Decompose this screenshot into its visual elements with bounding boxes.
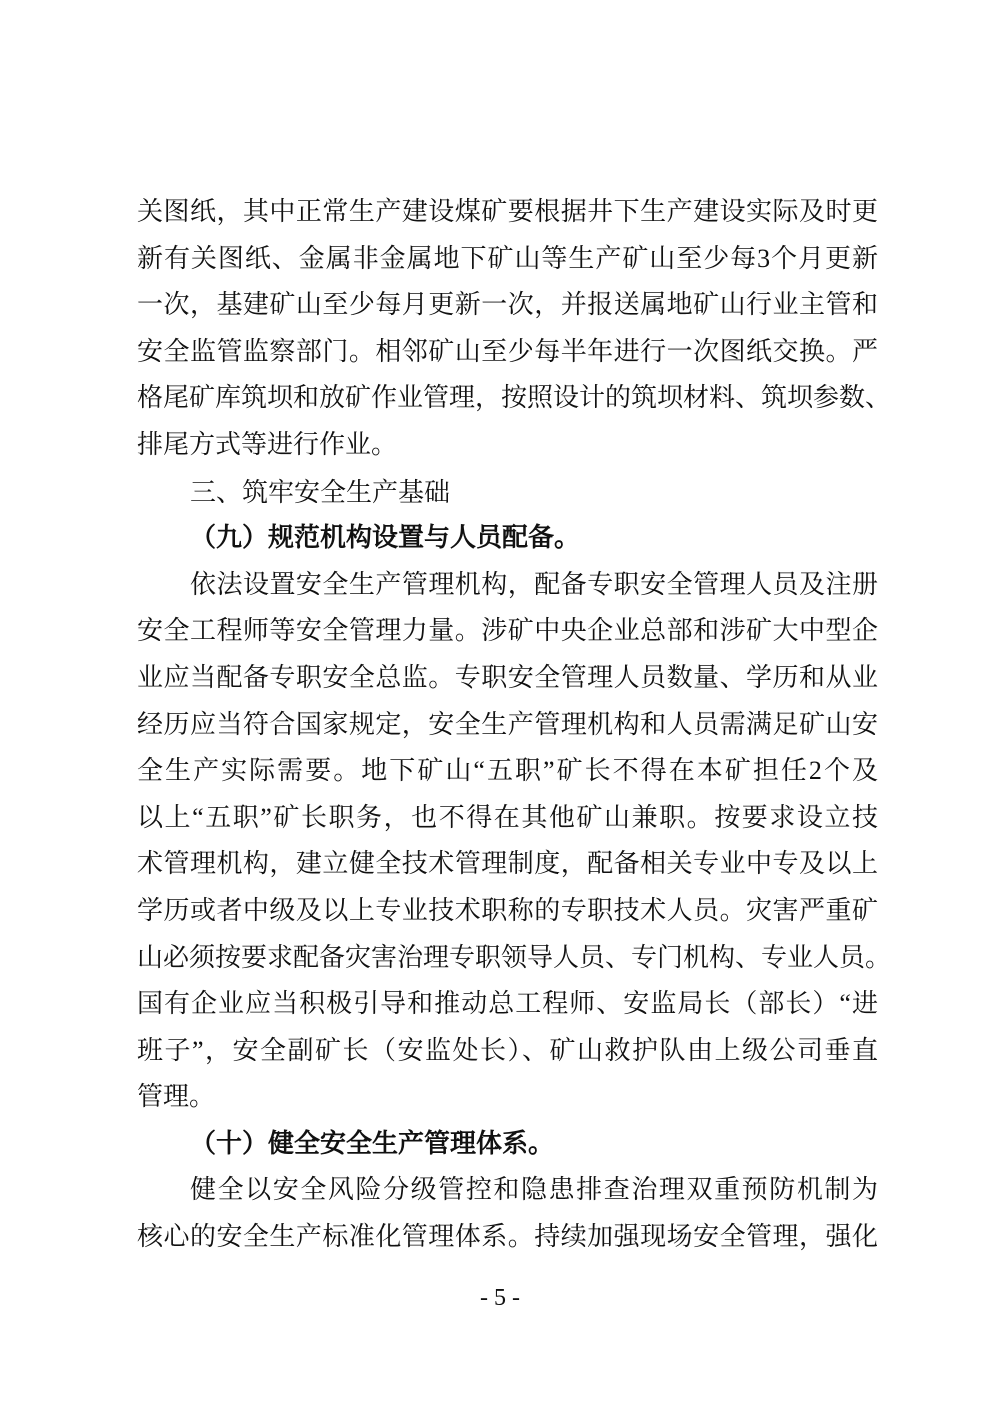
text-line: 安全工程师等安全管理力量。涉矿中央企业总部和涉矿大中型企 [137,616,878,646]
paragraph-first-line: 健全以安全风险分级管控和隐患排查治理双重预防机制为 [190,1175,878,1205]
paragraph-first-line: 依法设置安全生产管理机构，配备专职安全管理人员及注册 [190,569,878,599]
text-line: 管理。 [137,1082,216,1112]
text-line: 安全监管监察部门。相邻矿山至少每半年进行一次图纸交换。严 [137,336,878,366]
text-line: 以上“五职”矿长职务，也不得在其他矿山兼职。按要求设立技 [137,802,878,832]
text-line: 国有企业应当积极引导和推动总工程师、安监局长（部长）“进 [137,989,878,1019]
text-line: 格尾矿库筑坝和放矿作业管理，按照设计的筑坝材料、筑坝参数、 [137,383,892,413]
text-line: 关图纸，其中正常生产建设煤矿要根据井下生产建设实际及时更 [137,197,878,226]
text-line: 排尾方式等进行作业。 [137,429,398,459]
section-heading: 三、筑牢安全生产基础 [190,476,451,507]
text-line: 学历或者中级及以上专业技术职称的专职技术人员。灾害严重矿 [137,895,878,925]
document-body [137,189,892,1261]
text-line: 业应当配备专职安全总监。专职安全管理人员数量、学历和从业 [137,662,878,692]
text-line: 新有关图纸、金属非金属地下矿山等生产矿山至少每3个月更新 [137,243,878,273]
text-line: 经历应当符合国家规定，安全生产管理机构和人员需满足矿山安 [137,709,878,739]
subsection-heading: （九）规范机构设置与人员配备。 [190,523,581,553]
text-line: 一次，基建矿山至少每月更新一次，并报送属地矿山行业主管和 [137,290,878,320]
text-line: 核心的安全生产标准化管理体系。持续加强现场安全管理，强化 [137,1222,878,1252]
subsection-heading: （十）健全安全生产管理体系。 [190,1128,555,1158]
text-line: 山必须按要求配备灾害治理专职领导人员、专门机构、专业人员。 [137,942,892,972]
page-number: - 5 - [480,1285,520,1311]
text-line: 术管理机构，建立健全技术管理制度，配备相关专业中专及以上 [137,849,878,879]
text-line: 班子”，安全副矿长（安监处长）、矿山救护队由上级公司垂直 [137,1035,878,1065]
text-line: 全生产实际需要。地下矿山“五职”矿长不得在本矿担任2个及 [137,756,878,786]
